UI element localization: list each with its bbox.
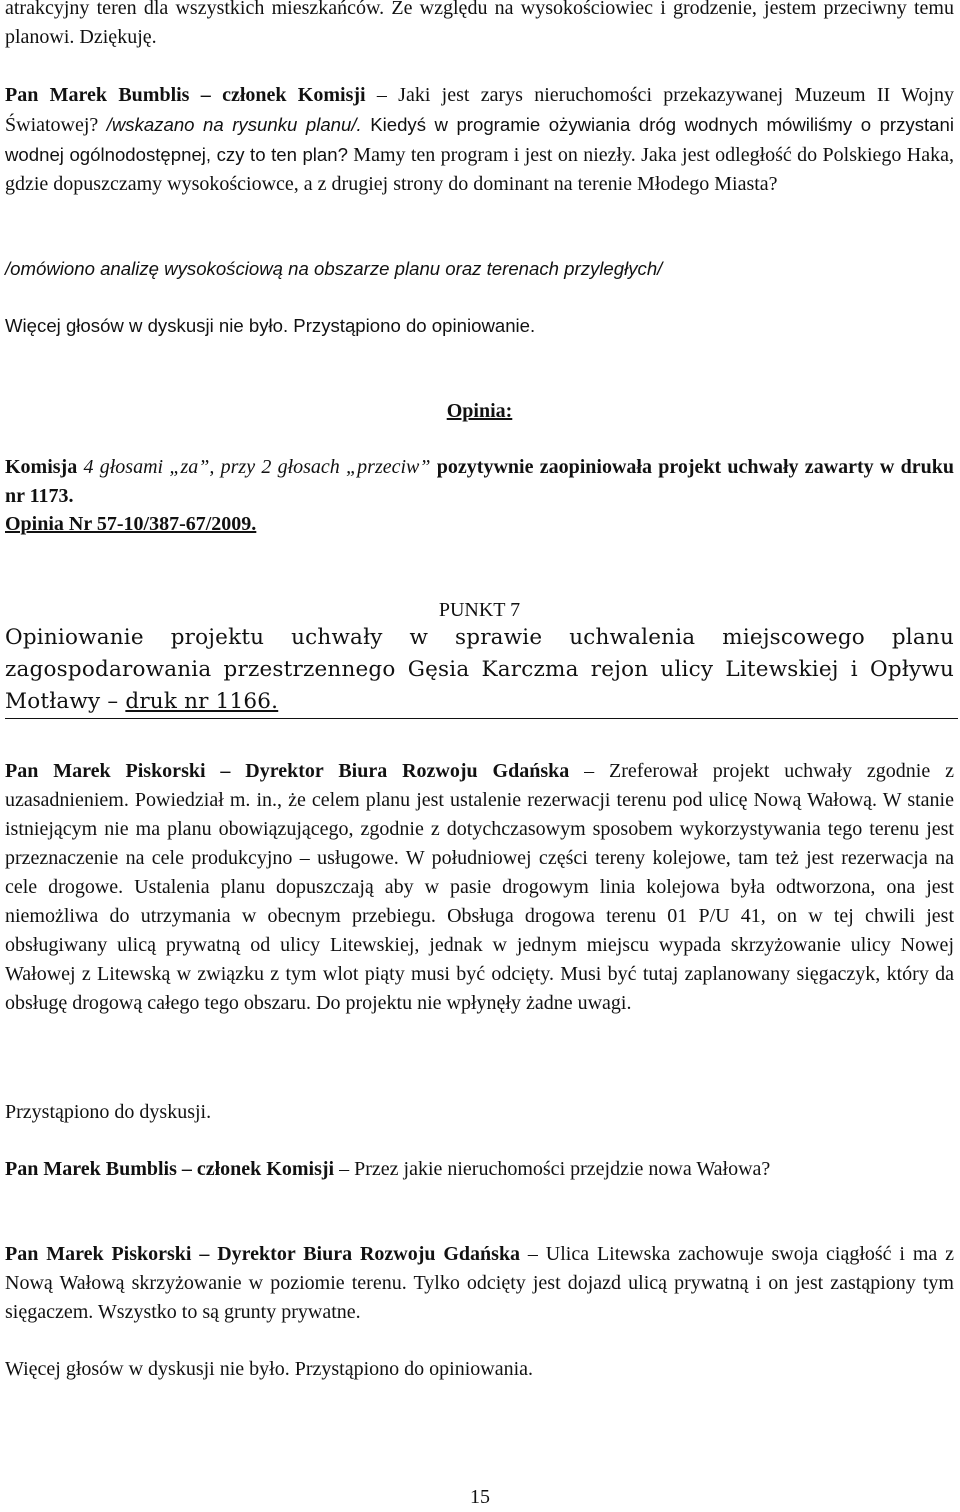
paragraph-piskorski-report (5, 757, 954, 1018)
paragraph-no-more-votes (5, 311, 954, 340)
opinion-result: pozytywnie zaopiniowała projekt uchwały zawarty w druku nr 1173. (5, 456, 954, 507)
opinion-number-text: Opinia Nr 57-10/387-67/2009. (5, 513, 257, 535)
paragraph-opening-text: atrakcyjny teren dla wszystkich mieszkańców. Ze względu na wysokościowiec i grodzenie, jestem przeciwny temu planowi. Dziękuję. (5, 0, 954, 48)
speaker-name: Pan Marek Bumblis – członek Komisji (5, 84, 366, 106)
opinion-number (5, 510, 954, 539)
page-number: 15 (470, 1486, 490, 1508)
plan-note: /wskazano na rysunku planu/. (106, 114, 362, 135)
speaker-text: Kiedyś w programie ożywiania dróg wodnych mówiliśmy o przystani wodnej ogólnodostępnej, czy to ten plan? (5, 114, 954, 165)
paragraph-piskorski-answer (5, 1240, 954, 1327)
opinion-body (5, 453, 954, 511)
speaker-name: Pan Marek Bumblis – członek Komisji (5, 1158, 335, 1180)
speaker-text: – Przez jakie nieruchomości przejdzie nowa Wałowa? (334, 1158, 771, 1180)
opinion-heading (5, 397, 954, 426)
speaker-name: Pan Marek Piskorski – Dyrektor Biura Rozwoju Gdańska (5, 1243, 521, 1265)
speaker-text: – Jaki jest zarys nieruchomości przekazywanej Muzeum II Wojny Światowej? (5, 84, 954, 136)
paragraph-bumblis-question-2 (5, 1155, 954, 1184)
paragraph-discussion-start (5, 1098, 954, 1127)
opinion-votes: 4 głosami „za”, przy 2 głosach „przeciw” (77, 456, 437, 478)
punkt-heading (5, 596, 954, 625)
speaker-text: – Ulica Litewska zachowuje swoja ciągłość i ma z Nową Wałową skrzyżowanie w poziomie terenu. Tylko odcięty jest dojazd ulicą prywatną i on jest zastąpiony tym sięgaczem. Wszystko to są grunty prywatne. (5, 1243, 954, 1323)
section-divider (5, 718, 958, 719)
paragraph-text: Więcej głosów w dyskusji nie było. Przystąpiono do opiniowanie. (5, 315, 536, 336)
speaker-text: – Zreferował projekt uchwały zgodnie z uzasadnieniem. Powiedział m. in., że celem planu jest ustalenie rezerwacji terenu pod ulicę Nową Wałową. W stanie istniejącym nie ma planu obowiązującego, zgodnie z dotychczasowym sposobem wykorzystywania tego terenu jest przeznaczenie na cele produkcyjno – usługowe. W południowej części tereny kolejowe, tam też jest rezerwacja na cele drogowe. Ustalenia planu dopuszczają aby w pasie drogowym linia kolejowa była odtworzona, ona jest niemożliwa do utrzymania w obecnym przebiegu. Obsługa drogowa terenu 01 P/U 41, on w tej chwili jest obsługiwany ulicą prywatną od ulicy Litewskiej, jednak w jednym miejscu wypada skrzyżowanie ulicy Nowej Wałowej z Litewską w związku z tym wlot piąty musi być odcięty. Musi być tutaj zaplanowany sięgaczyk, który da obsługę drogową całego tego obszaru. Do projektu nie wpłynęły żadne uwagi. (5, 760, 954, 1014)
paragraph-text: Więcej głosów w dyskusji nie było. Przystąpiono do opiniowania. (5, 1358, 534, 1380)
opinion-heading-text: Opinia: (446, 400, 513, 422)
analysis-note (5, 254, 954, 283)
punkt-title (5, 622, 954, 718)
druk-reference: druk nr 1166. (125, 689, 279, 714)
punkt-title-text: Opiniowanie projektu uchwały w sprawie uchwalenia miejscowego planu zagospodarowania przestrzennego Gęsia Karczma rejon ulicy Litewskiej i Opływu Motławy – (5, 625, 954, 714)
analysis-note-text: /omówiono analizę wysokościową na obszarze planu oraz terenach przyległych/ (5, 258, 663, 279)
paragraph-bumblis-question (5, 81, 954, 199)
speaker-text: Mamy ten program i jest on niezły. (347, 144, 636, 166)
opinion-committee: Komisja (5, 456, 78, 478)
paragraph-opening (5, 0, 954, 52)
paragraph-text: Przystąpiono do dyskusji. (5, 1101, 212, 1123)
speaker-name: Pan Marek Piskorski – Dyrektor Biura Rozwoju Gdańska (5, 760, 570, 782)
paragraph-closing (5, 1355, 954, 1384)
speaker-text: Jaka jest odległość do Polskiego Haka, gdzie dopuszczamy wysokościowce, a z drugiej strony do dominant na terenie Młodego Miasta? (5, 144, 954, 195)
punkt-heading-text: PUNKT 7 (438, 599, 521, 621)
